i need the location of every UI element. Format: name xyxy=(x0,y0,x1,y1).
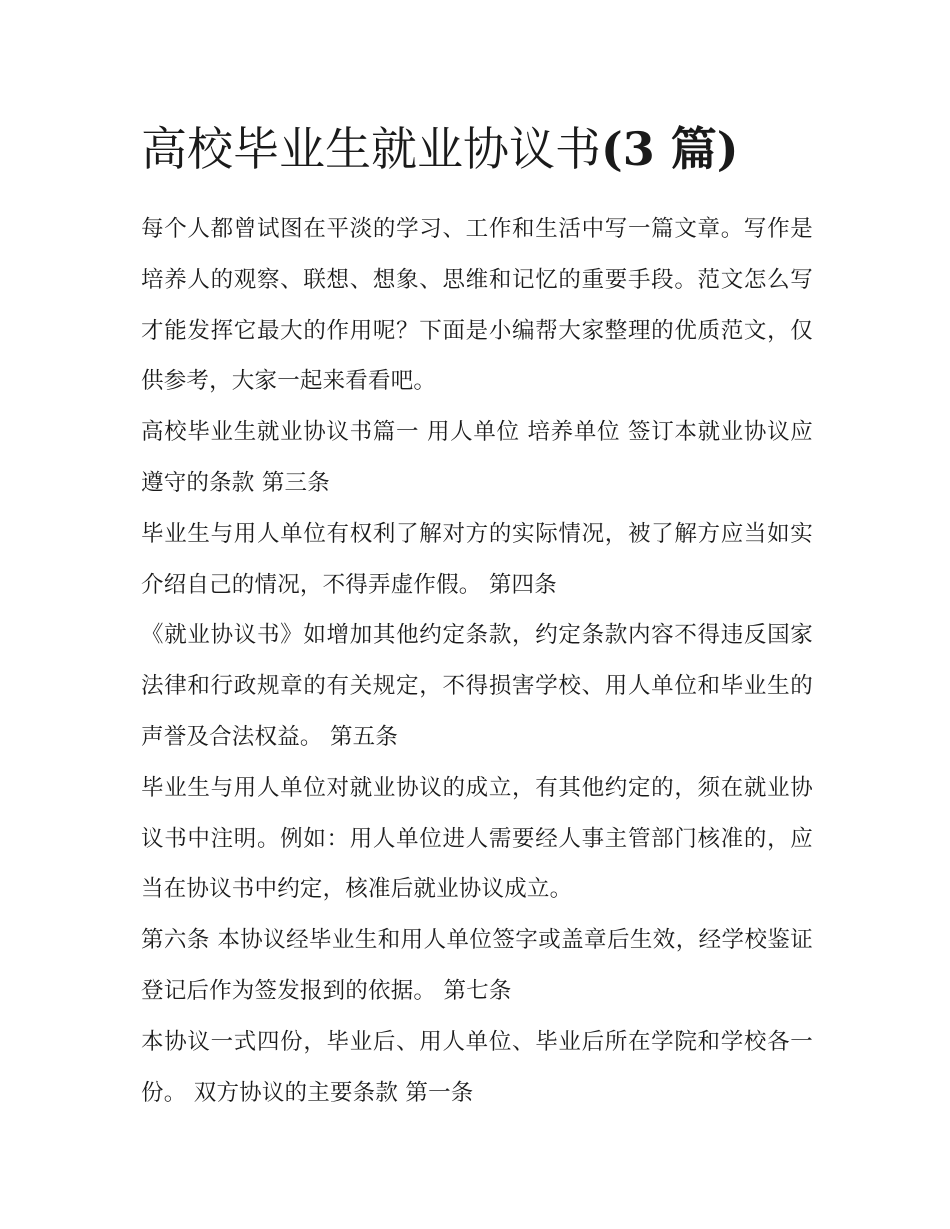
paragraph-article-6: 第六条 本协议经毕业生和用人单位签字或盖章后生效，经学校鉴证登记后作为签发报到的依据。 第七条 xyxy=(141,927,813,1004)
paragraph-article-3: 毕业生与用人单位有权利了解对方的实际情况，被了解方应当如实介绍自己的情况，不得弄虚作假。 第四条 xyxy=(141,520,813,598)
paragraph-article-4: 《就业协议书》如增加其他约定条款，约定条款内容不得违反国家法律和行政规章的有关规定，不得损害学校、用人单位和毕业生的声誉及合法权益。 第五条 xyxy=(141,622,813,750)
paragraph-article-7: 本协议一式四份，毕业后、用人单位、毕业后所在学院和学校各一份。 双方协议的主要条款 第一条 xyxy=(141,1028,813,1106)
document-title-suffix: (3 篇) xyxy=(601,122,739,176)
document-title-text: 高校毕业生就业协议书 xyxy=(141,122,601,176)
paragraph-article-5: 毕业生与用人单位对就业协议的成立，有其他约定的，须在就业协议书中注明。例如：用人单位进人需要经人事主管部门核准的，应当在协议书中约定，核准后就业协议成立。 xyxy=(141,774,813,903)
paragraph-intro: 每个人都曾试图在平淡的学习、工作和生活中写一篇文章。写作是培养人的观察、联想、想象、思维和记忆的重要手段。范文怎么写才能发挥它最大的作用呢？下面是小编帮大家整理的优质范文，仅供参考，大家一起来看看吧。 xyxy=(141,216,813,395)
paragraph-article-heading: 高校毕业生就业协议书篇一 用人单位 培养单位 签订本就业协议应遵守的条款 第三条 xyxy=(141,419,813,496)
document-title xyxy=(141,118,813,180)
document-page xyxy=(141,118,813,1118)
